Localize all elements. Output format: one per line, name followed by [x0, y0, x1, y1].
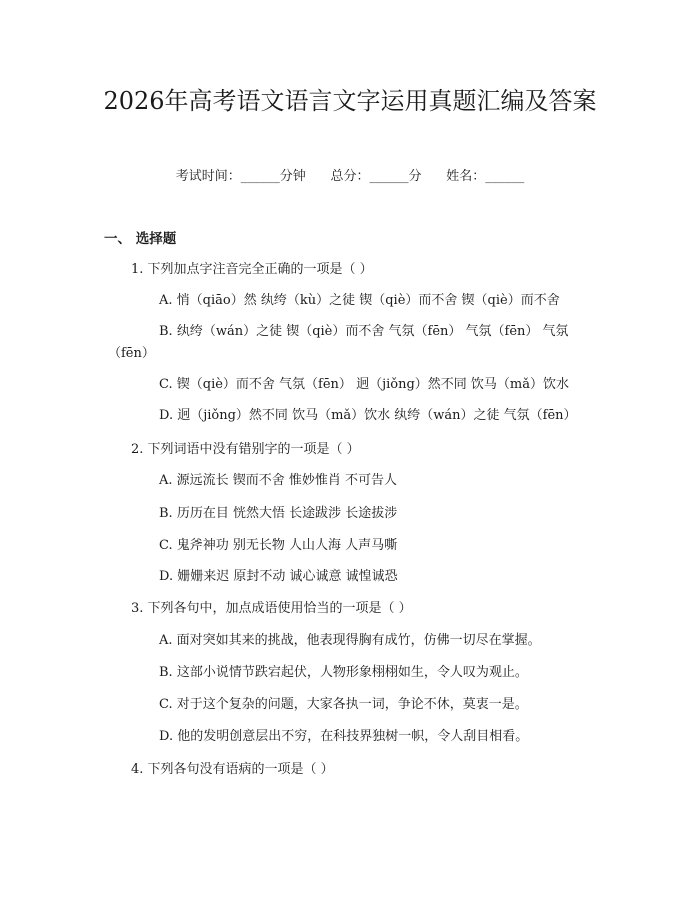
question-3-option-c: C. 对于这个复杂的问题，大家各执一词，争论不休，莫衷一是。	[159, 697, 528, 712]
question-1-option-d: D. 迥（jiǒng）然不同 饮马（mǎ）饮水 纨绔（wán）之徒 气氛（fēn）	[159, 408, 577, 423]
question-1-option-a: A. 悄（qiāo）然 纨绔（kù）之徒 锲（qiè）而不舍 锲（qiè）而不舍	[159, 293, 560, 308]
question-1: 1. 下列加点字注音完全正确的一项是（ ）	[131, 262, 373, 277]
question-3: 3. 下列各句中，加点成语使用恰当的一项是（ ）	[131, 601, 412, 616]
question-1-option-b-continued: （fēn）	[108, 346, 155, 361]
question-2-option-b: B. 历历在目 恍然大悟 长途跋涉 长途拔涉	[159, 506, 398, 521]
question-2: 2. 下列词语中没有错别字的一项是（ ）	[131, 442, 360, 457]
question-4: 4. 下列各句没有语病的一项是（ ）	[131, 762, 334, 777]
question-3-option-a: A. 面对突如其来的挑战，他表现得胸有成竹，仿佛一切尽在掌握。	[159, 633, 541, 648]
question-2-option-a: A. 源远流长 锲而不舍 惟妙惟肖 不可告人	[159, 473, 398, 488]
question-2-option-d: D. 姗姗来迟 原封不动 诚心诚意 诚惶诚恐	[159, 569, 398, 584]
document-title: 2026年高考语文语言文字运用真题汇编及答案	[103, 87, 597, 115]
section-heading: 一、 选择题	[104, 231, 177, 247]
question-3-option-b: B. 这部小说情节跌宕起伏，人物形象栩栩如生，令人叹为观止。	[159, 665, 528, 680]
question-2-option-c: C. 鬼斧神功 别无长物 人山人海 人声马嘶	[159, 538, 398, 553]
question-1-option-c: C. 锲（qiè）而不舍 气氛（fēn） 迥（jiǒng）然不同 饮马（mǎ）饮水	[159, 377, 569, 392]
question-3-option-d: D. 他的发明创意层出不穷，在科技界独树一帜，令人刮目相看。	[159, 729, 529, 744]
question-1-option-b: B. 纨绔（wán）之徒 锲（qiè）而不舍 气氛（fēn） 气氛（fēn） 气氛	[159, 324, 569, 339]
exam-info-line: 考试时间：______分钟 总分：______分 姓名：______	[175, 169, 525, 184]
